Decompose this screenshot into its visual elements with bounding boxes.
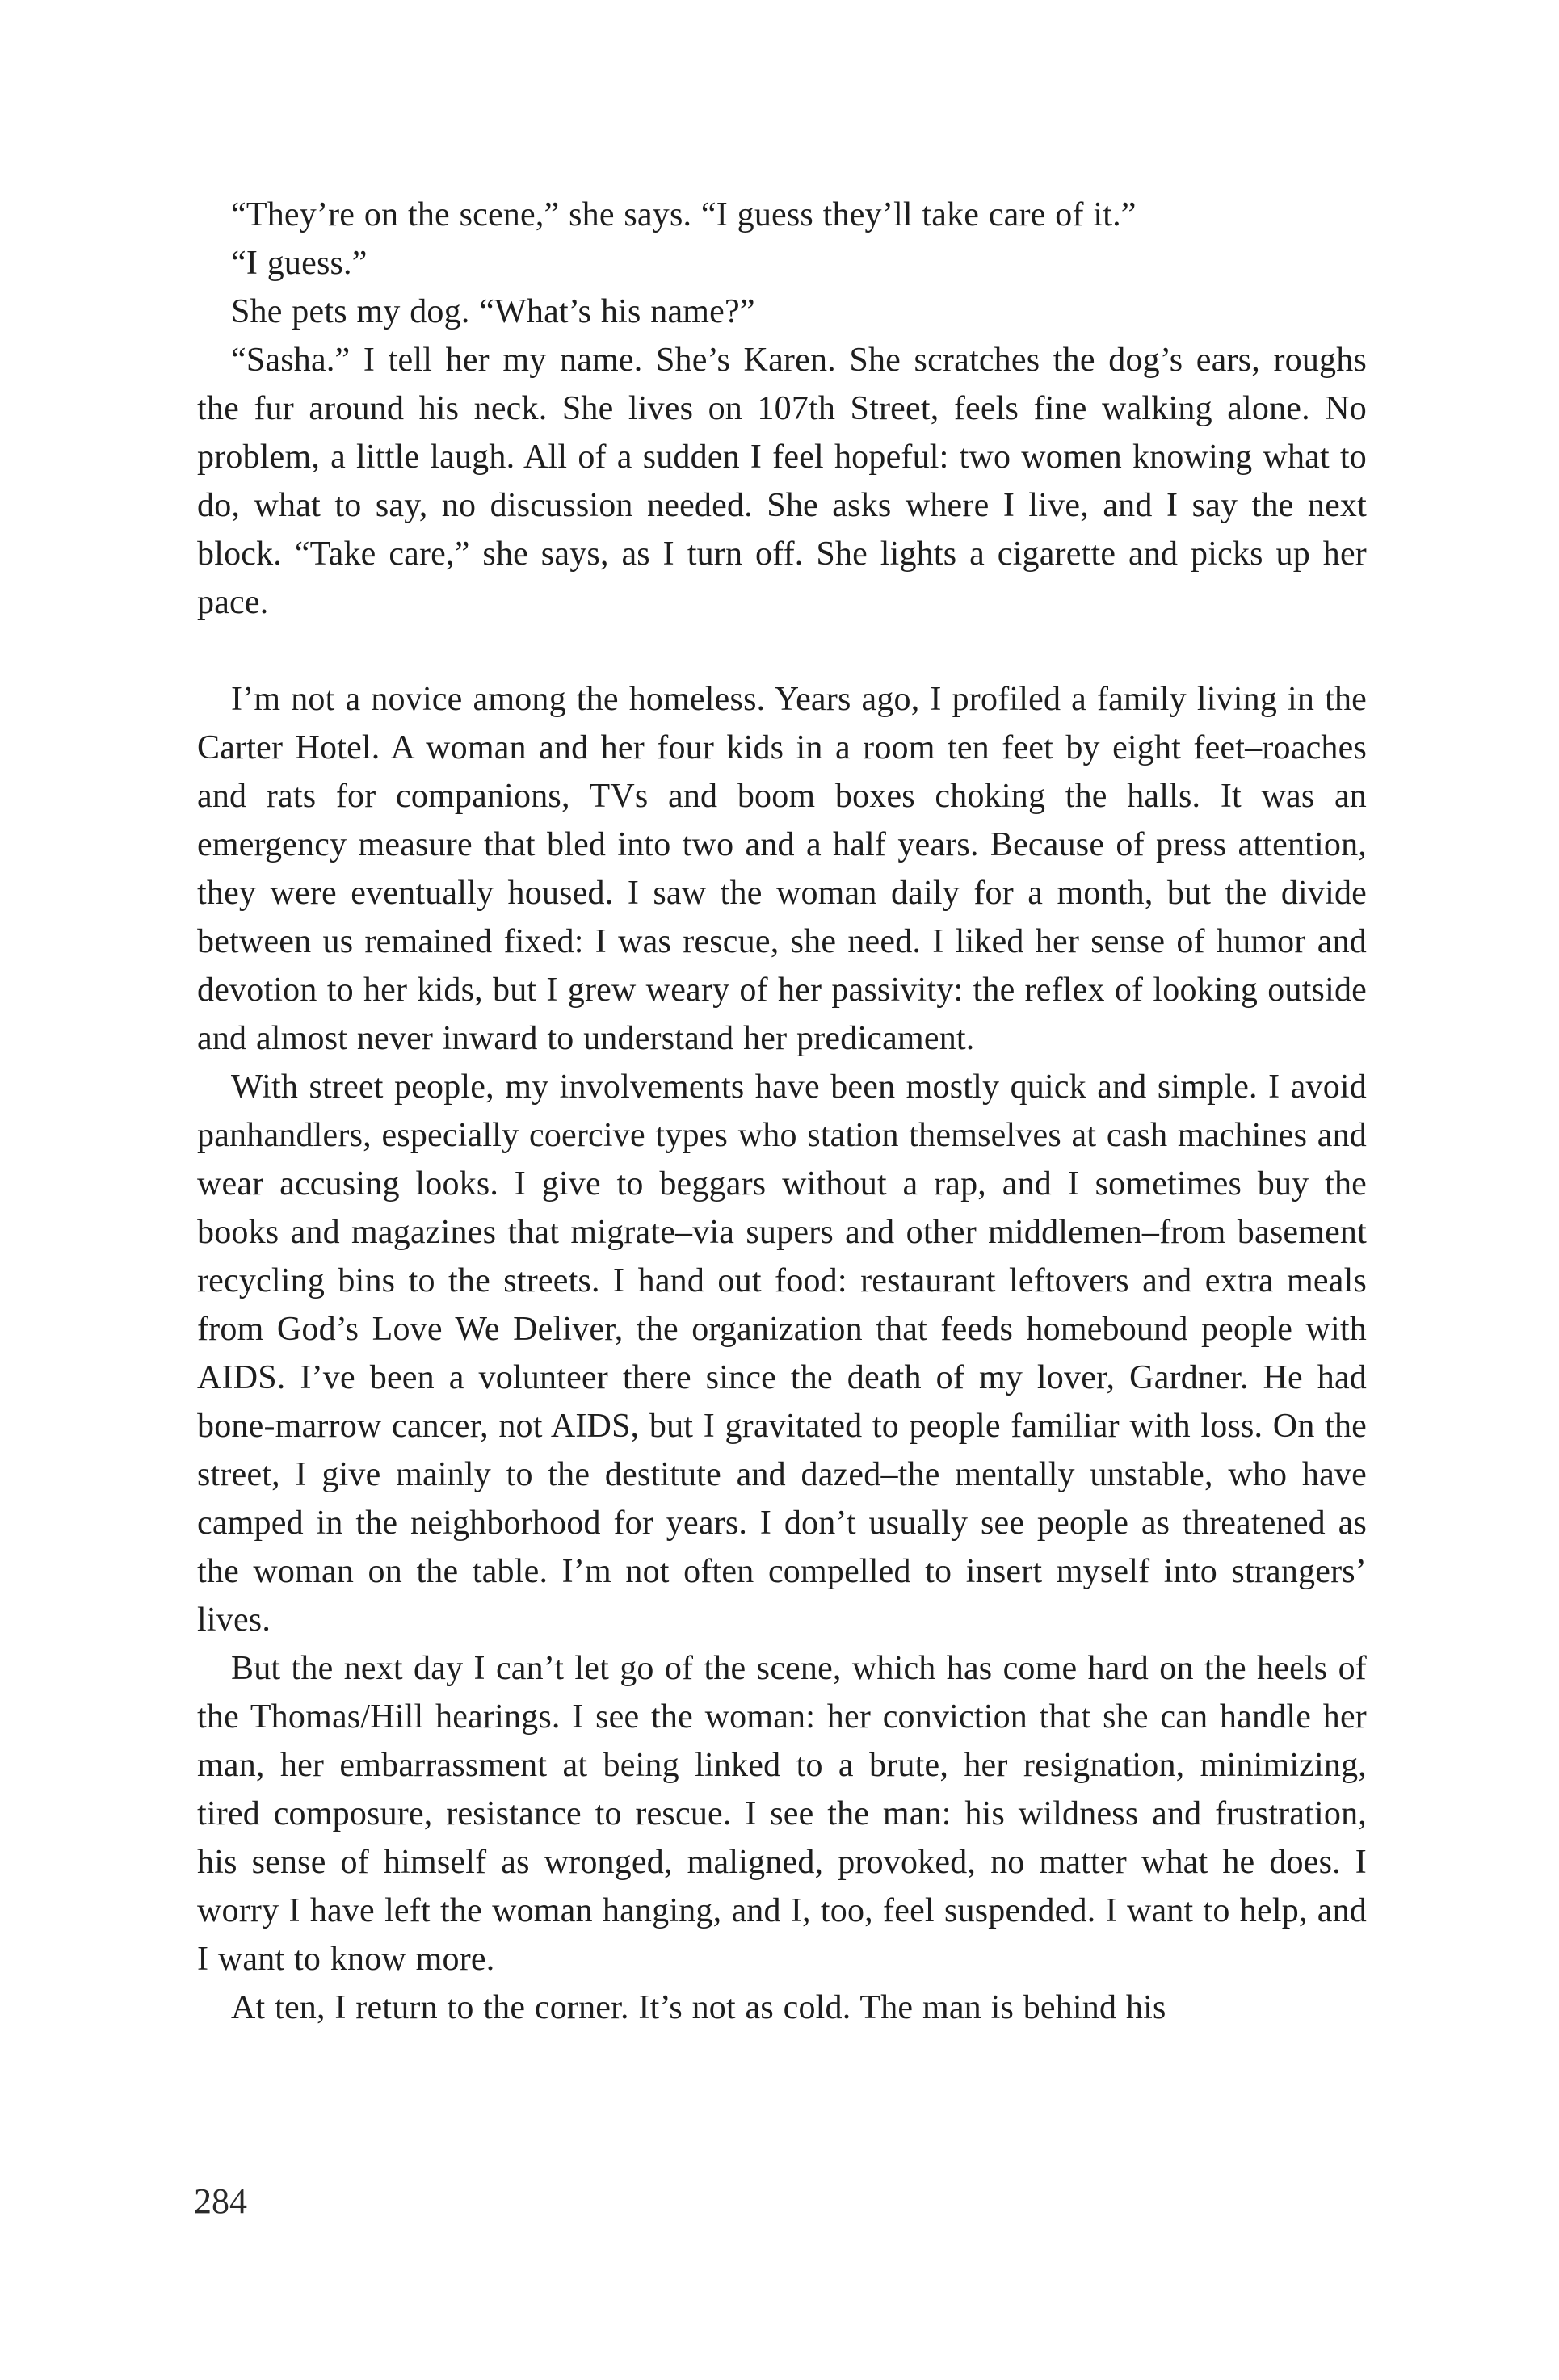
paragraph: “I guess.”	[231, 245, 368, 282]
paragraph: She pets my dog. “What’s his name?”	[231, 293, 755, 330]
page-text-block	[197, 191, 1367, 2032]
paragraph: At ten, I return to the corner. It’s not as cold. The man is behind his	[231, 1989, 1166, 2026]
page-number: 284	[194, 2181, 247, 2221]
paragraph: “Sasha.” I tell her my name. She’s Karen. She scratches the dog’s ears, roughs the fur around his neck. She lives on 107th Street, feels fine walking alone. No problem, a little laugh. All of a sudden I feel hopeful: two women knowing what to do, what to say, no discussion needed. She asks where I live, and I say the next block. “Take care,” she says, as I turn off. She lights a cigarette and picks up her pace.	[197, 342, 1367, 621]
paragraph: “They’re on the scene,” she says. “I guess they’ll take care of it.”	[231, 196, 1137, 233]
paragraph: I’m not a novice among the homeless. Years ago, I profiled a family living in the Carter Hotel. A woman and her four kids in a room ten feet by eight feet–roaches and rats for companions, TVs and boom boxes choking the halls. It was an emergency measure that bled into two and a half years. Because of press attention, they were eventually housed. I saw the woman daily for a month, but the divide between us remained fixed: I was rescue, she need. I liked her sense of humor and devotion to her kids, but I grew weary of her passivity: the reflex of looking outside and almost never inward to understand her predicament.	[197, 681, 1367, 1057]
paragraph: But the next day I can’t let go of the scene, which has come hard on the heels of the Thomas/Hill hearings. I see the woman: her conviction that she can handle her man, her embarrassment at being linked to a brute, her resignation, minimizing, tired composure, resistance to rescue. I see the man: his wildness and frustration, his sense of himself as wronged, maligned, provoked, no matter what he does. I worry I have left the woman hanging, and I, too, feel suspended. I want to help, and I want to know more.	[197, 1650, 1367, 1978]
paragraph: With street people, my involvements have been mostly quick and simple. I avoid panhandlers, especially coercive types who station themselves at cash machines and wear accusing looks. I give to beggars without a rap, and I sometimes buy the books and magazines that migrate–via supers and other middlemen–from basement recycling bins to the streets. I hand out food: restaurant leftovers and extra meals from God’s Love We Deliver, the organization that feeds homebound people with AIDS. I’ve been a volunteer there since the death of my lover, Gardner. He had bone-marrow cancer, not AIDS, but I gravitated to people familiar with loss. On the street, I give mainly to the destitute and dazed–the mentally unstable, who have camped in the neighborhood for years. I don’t usually see people as threatened as the woman on the table. I’m not often compelled to insert myself into strangers’ lives.	[197, 1068, 1367, 1639]
